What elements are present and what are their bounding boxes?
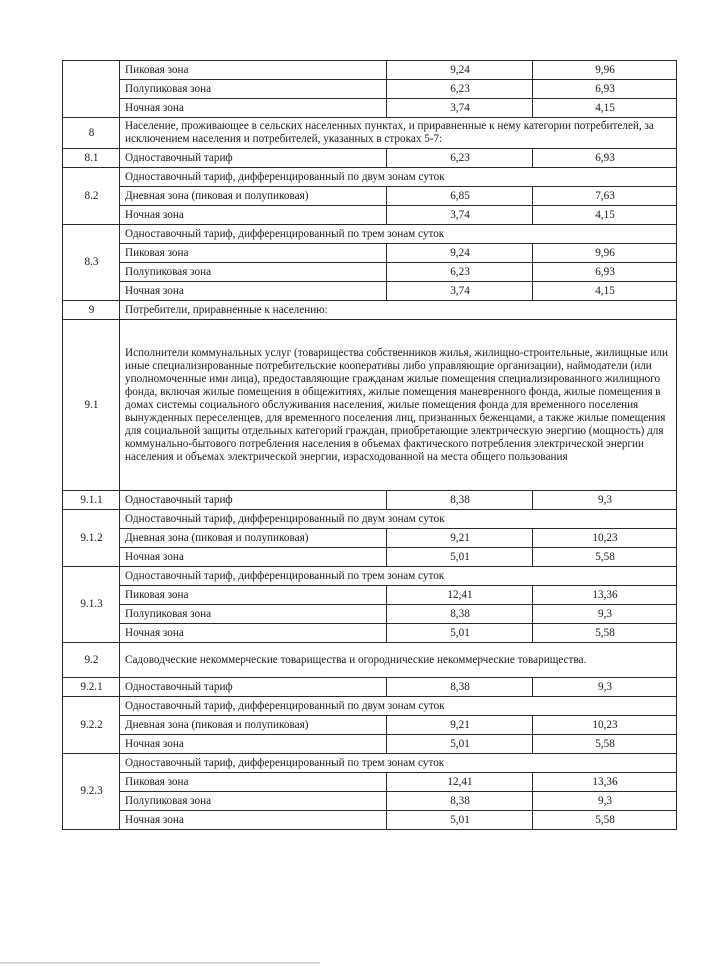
tariff-value-2: 4,15 <box>533 206 677 225</box>
tariff-value-2: 5,58 <box>533 735 677 754</box>
tariff-value-2: 9,3 <box>533 491 677 510</box>
row-number-cell <box>63 61 120 118</box>
tariff-value-2: 9,96 <box>533 244 677 263</box>
tariff-group-header: Одноставочный тариф, дифференцированный по трем зонам суток <box>120 567 677 586</box>
row-number: 8 <box>63 118 120 149</box>
tariff-value-2: 4,15 <box>533 99 677 118</box>
section-row <box>63 643 677 678</box>
zone-label: Полупиковая зона <box>120 792 387 811</box>
tariff-group-header: Одноставочный тариф, дифференцированный по трем зонам суток <box>120 225 677 244</box>
zone-label: Полупиковая зона <box>120 605 387 624</box>
row-number: 9.1 <box>63 320 120 491</box>
table-row <box>63 282 677 301</box>
zone-label: Пиковая зона <box>120 586 387 605</box>
table-row <box>63 716 677 735</box>
tariff-value-2: 9,3 <box>533 678 677 697</box>
tariff-value-1: 12,41 <box>387 586 533 605</box>
table-row <box>63 510 677 529</box>
tariff-value-1: 9,21 <box>387 716 533 735</box>
table-row <box>63 61 677 80</box>
table-row <box>63 149 677 168</box>
tariff-label: Одноставочный тариф <box>120 491 387 510</box>
tariff-value-2: 10,23 <box>533 716 677 735</box>
row-number: 8.1 <box>63 149 120 168</box>
zone-label: Пиковая зона <box>120 773 387 792</box>
table-row <box>63 605 677 624</box>
table-row <box>63 206 677 225</box>
tariff-value-2: 7,63 <box>533 187 677 206</box>
tariff-group-header: Одноставочный тариф, дифференцированный по двум зонам суток <box>120 510 677 529</box>
row-number: 8.3 <box>63 225 120 301</box>
tariff-value-2: 9,96 <box>533 61 677 80</box>
table-row <box>63 168 677 187</box>
table-row <box>63 697 677 716</box>
section-description: Потребители, приравненные к населению: <box>120 301 677 320</box>
tariff-value-1: 9,24 <box>387 61 533 80</box>
table-row <box>63 80 677 99</box>
tariff-table <box>62 60 677 830</box>
row-number: 9.1.3 <box>63 567 120 643</box>
tariff-value-2: 5,58 <box>533 548 677 567</box>
row-number: 9 <box>63 301 120 320</box>
zone-label: Ночная зона <box>120 624 387 643</box>
section-description: Садоводческие некоммерческие товарищества и огороднические некоммерческие товарищества. <box>120 643 677 678</box>
tariff-value-1: 5,01 <box>387 624 533 643</box>
table-row <box>63 792 677 811</box>
table-row <box>63 773 677 792</box>
zone-label: Ночная зона <box>120 99 387 118</box>
table-row <box>63 244 677 263</box>
table-row <box>63 678 677 697</box>
table-row <box>63 529 677 548</box>
table-row <box>63 586 677 605</box>
tariff-value-2: 4,15 <box>533 282 677 301</box>
zone-label: Ночная зона <box>120 735 387 754</box>
tariff-label: Одноставочный тариф <box>120 149 387 168</box>
tariff-group-header: Одноставочный тариф, дифференцированный по двум зонам суток <box>120 697 677 716</box>
tariff-value-2: 13,36 <box>533 586 677 605</box>
tariff-value-1: 8,38 <box>387 491 533 510</box>
zone-label: Ночная зона <box>120 548 387 567</box>
tariff-value-1: 3,74 <box>387 282 533 301</box>
tariff-value-1: 6,23 <box>387 263 533 282</box>
table-row <box>63 567 677 586</box>
row-number: 9.2.3 <box>63 754 120 830</box>
zone-label: Дневная зона (пиковая и полупиковая) <box>120 529 387 548</box>
tariff-value-2: 5,58 <box>533 811 677 830</box>
tariff-value-1: 5,01 <box>387 735 533 754</box>
section-row <box>63 301 677 320</box>
table-row <box>63 99 677 118</box>
zone-label: Дневная зона (пиковая и полупиковая) <box>120 187 387 206</box>
zone-label: Пиковая зона <box>120 244 387 263</box>
tariff-group-header: Одноставочный тариф, дифференцированный по двум зонам суток <box>120 168 677 187</box>
tariff-value-1: 8,38 <box>387 792 533 811</box>
table-row <box>63 225 677 244</box>
row-number: 9.1.2 <box>63 510 120 567</box>
tariff-value-2: 13,36 <box>533 773 677 792</box>
tariff-value-1: 9,21 <box>387 529 533 548</box>
section-row <box>63 118 677 149</box>
section-description: Исполнители коммунальных услуг (товарищества собственников жилья, жилищно-строительные, жилищные или иные специализированные потребительские кооперативы либо управляющие организации), наймодатели (или уполномоченные ими лица), предоставляющие гражданам жилые помещения специализированного жилищного фонда, включая жилые помещения в общежитиях, жилые помещения маневренного фонда, жилые помещения в домах системы социального обслуживания населения, жилые помещения фонда для временного поселения вынужденных переселенцев, для временного поселения лиц, признанных беженцами, а также жилые помещения для социальной защиты отдельных категорий граждан, приобретающие электрическую энергию (мощность) для коммунально-бытового потребления населения в объемах фактического потребления электрической энергии населения и объемах электрической энергии, израсходованной на места общего пользования <box>120 320 677 491</box>
zone-label: Полупиковая зона <box>120 80 387 99</box>
tariff-value-1: 6,23 <box>387 80 533 99</box>
zone-label: Ночная зона <box>120 811 387 830</box>
table-row <box>63 624 677 643</box>
tariff-value-2: 6,93 <box>533 80 677 99</box>
table-row <box>63 735 677 754</box>
tariff-value-2: 6,93 <box>533 263 677 282</box>
tariff-value-1: 8,38 <box>387 605 533 624</box>
zone-label: Ночная зона <box>120 282 387 301</box>
row-number: 9.2 <box>63 643 120 678</box>
zone-label: Полупиковая зона <box>120 263 387 282</box>
section-row <box>63 320 677 491</box>
table-row <box>63 548 677 567</box>
row-number: 8.2 <box>63 168 120 225</box>
table-row <box>63 187 677 206</box>
table-row <box>63 491 677 510</box>
tariff-value-1: 12,41 <box>387 773 533 792</box>
tariff-value-2: 9,3 <box>533 605 677 624</box>
scan-edge-line <box>0 962 320 964</box>
tariff-value-1: 6,85 <box>387 187 533 206</box>
tariff-value-2: 5,58 <box>533 624 677 643</box>
tariff-value-1: 3,74 <box>387 99 533 118</box>
section-description: Население, проживающее в сельских населенных пунктах, и приравненные к нему категории потребителей, за исключением населения и потребителей, указанных в строках 5-7: <box>120 118 677 149</box>
table-row <box>63 811 677 830</box>
zone-label: Ночная зона <box>120 206 387 225</box>
tariff-value-1: 8,38 <box>387 678 533 697</box>
tariff-value-1: 6,23 <box>387 149 533 168</box>
tariff-value-1: 5,01 <box>387 548 533 567</box>
row-number: 9.2.1 <box>63 678 120 697</box>
zone-label: Дневная зона (пиковая и полупиковая) <box>120 716 387 735</box>
row-number: 9.2.2 <box>63 697 120 754</box>
zone-label: Пиковая зона <box>120 61 387 80</box>
tariff-value-2: 9,3 <box>533 792 677 811</box>
tariff-value-2: 10,23 <box>533 529 677 548</box>
tariff-value-1: 3,74 <box>387 206 533 225</box>
tariff-group-header: Одноставочный тариф, дифференцированный по трем зонам суток <box>120 754 677 773</box>
table-row <box>63 754 677 773</box>
row-number: 9.1.1 <box>63 491 120 510</box>
tariff-label: Одноставочный тариф <box>120 678 387 697</box>
table-row <box>63 263 677 282</box>
tariff-value-2: 6,93 <box>533 149 677 168</box>
tariff-value-1: 9,24 <box>387 244 533 263</box>
tariff-value-1: 5,01 <box>387 811 533 830</box>
